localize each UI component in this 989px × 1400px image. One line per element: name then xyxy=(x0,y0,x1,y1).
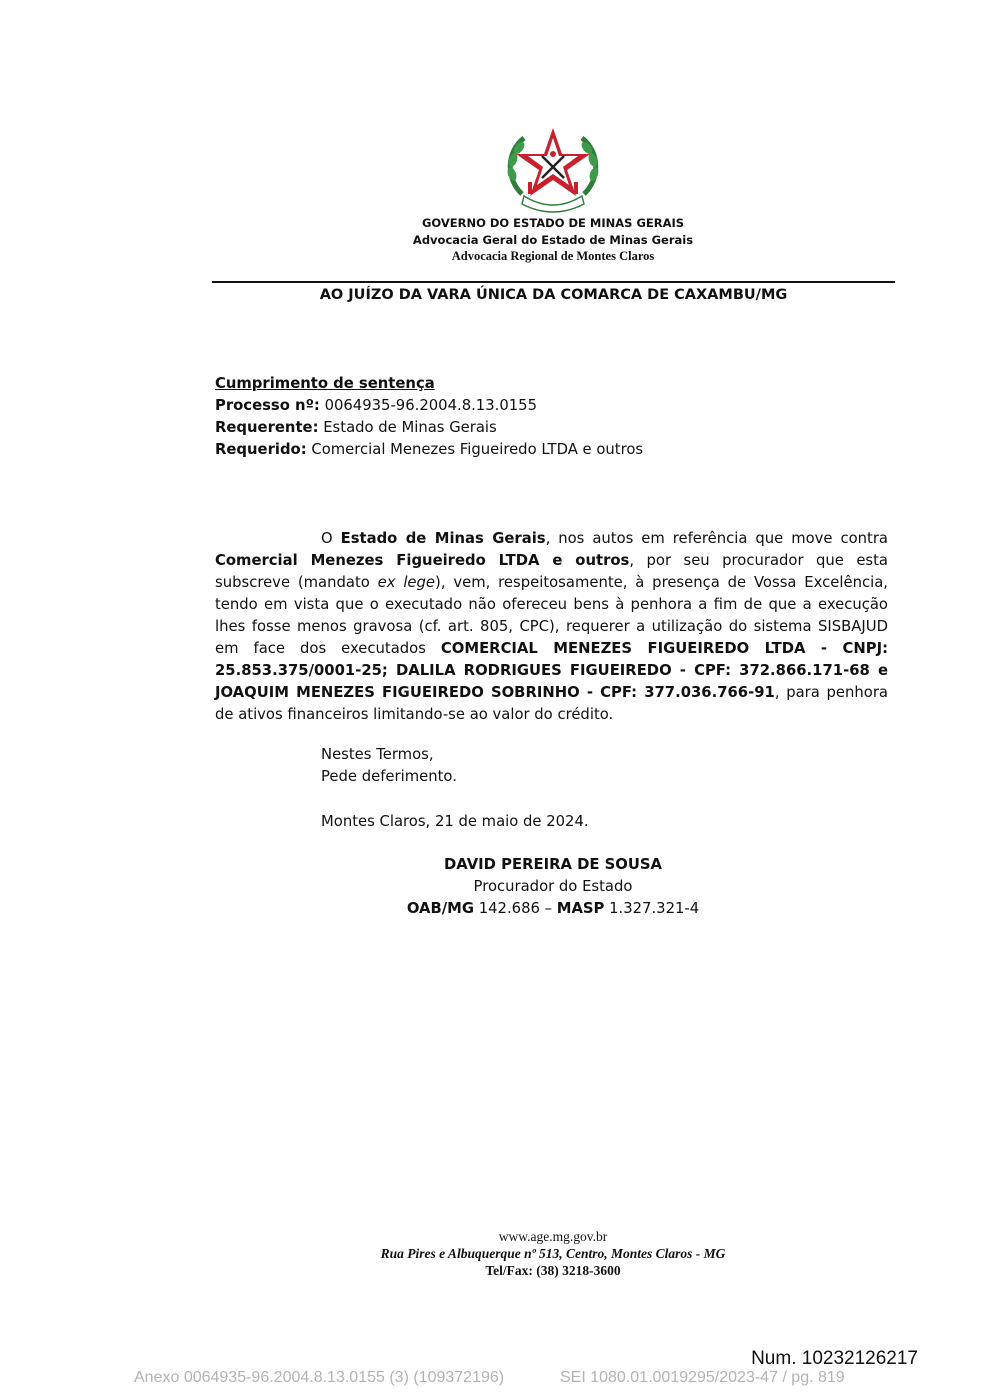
body-text: O xyxy=(321,530,341,547)
signatory-name: DAVID PEREIRA DE SOUSA xyxy=(444,856,662,873)
body-executed-parties: COMERCIAL MENEZES FIGUEIREDO LTDA - CNPJ: 25.853.375/0001-25; DALILA RODRIGUES FIGUEIREDO - CPF: 372.866.171-68 e JOAQUIM MENEZES FIGUEIREDO SOBRINHO - CPF: 377.036.766-91 xyxy=(215,640,888,701)
header-agency: Advocacia Geral do Estado de Minas Gerais xyxy=(412,233,694,247)
body-text: , por seu procurador que esta subscreve (mandato xyxy=(215,552,888,591)
body-text: , nos autos em referência que move contra xyxy=(545,530,888,547)
masp-label: MASP xyxy=(556,900,605,917)
defendant-value: Comercial Menezes Figueiredo LTDA e outros xyxy=(311,441,644,458)
defendant xyxy=(215,441,643,458)
oab-value: 142.686 – xyxy=(474,900,557,917)
footer-address: Rua Pires e Albuquerque nº 513, Centro, Montes Claros - MG xyxy=(380,1246,726,1261)
signatory-registration xyxy=(300,900,806,917)
document-number-stamp: Num. 10232126217 xyxy=(751,1348,918,1369)
closing-date: Montes Claros, 21 de maio de 2024. xyxy=(321,813,589,830)
body-plaintiff: Estado de Minas Gerais xyxy=(340,530,546,547)
signatory-role: Procurador do Estado xyxy=(473,878,633,895)
plaintiff xyxy=(215,419,497,436)
process-label: Processo nº: xyxy=(215,397,320,414)
case-title: Cumprimento de sentença xyxy=(215,375,435,392)
body-defendant: Comercial Menezes Figueiredo LTDA e outros xyxy=(215,552,630,569)
header-regional-office: Advocacia Regional de Montes Claros xyxy=(451,249,655,263)
oab-label: OAB/MG xyxy=(406,900,475,917)
process-value: 0064935-96.2004.8.13.0155 xyxy=(324,397,538,414)
annex-stamp: Anexo 0064935-96.2004.8.13.0155 (3) (109372196) xyxy=(134,1369,505,1386)
body-text: ), vem, respeitosamente, à presença de Vossa Excelência, tendo em vista que o executado não ofereceu bens à penhora a fim de que a execução lhes fosse menos gravosa (cf. art. 805, CPC), requerer a utilização do sistema SISBAJUD em face dos executados xyxy=(215,574,888,657)
coat-of-arms-icon xyxy=(500,124,606,218)
closing-line-1: Nestes Termos, xyxy=(321,746,434,763)
plaintiff-value: Estado de Minas Gerais xyxy=(323,419,497,436)
body-text: , para penhora de ativos financeiros limitando-se ao valor do crédito. xyxy=(215,684,888,723)
header-government: GOVERNO DO ESTADO DE MINAS GERAIS xyxy=(421,216,685,230)
process-number xyxy=(215,397,537,414)
sei-page-stamp: SEI 1080.01.0019295/2023-47 / pg. 819 xyxy=(560,1369,845,1386)
footer-website: www.age.mg.gov.br xyxy=(498,1229,608,1244)
closing-line-2: Pede deferimento. xyxy=(321,768,457,785)
masp-value: 1.327.321-4 xyxy=(604,900,700,917)
header-divider xyxy=(212,281,895,283)
body-ex-lege: ex lege xyxy=(377,574,436,591)
petition-body xyxy=(215,528,888,726)
footer-phone: Tel/Fax: (38) 3218-3600 xyxy=(485,1263,621,1278)
addressee: AO JUÍZO DA VARA ÚNICA DA COMARCA DE CAXAMBU/MG xyxy=(319,287,788,303)
plaintiff-label: Requerente: xyxy=(215,419,319,436)
defendant-label: Requerido: xyxy=(215,441,307,458)
